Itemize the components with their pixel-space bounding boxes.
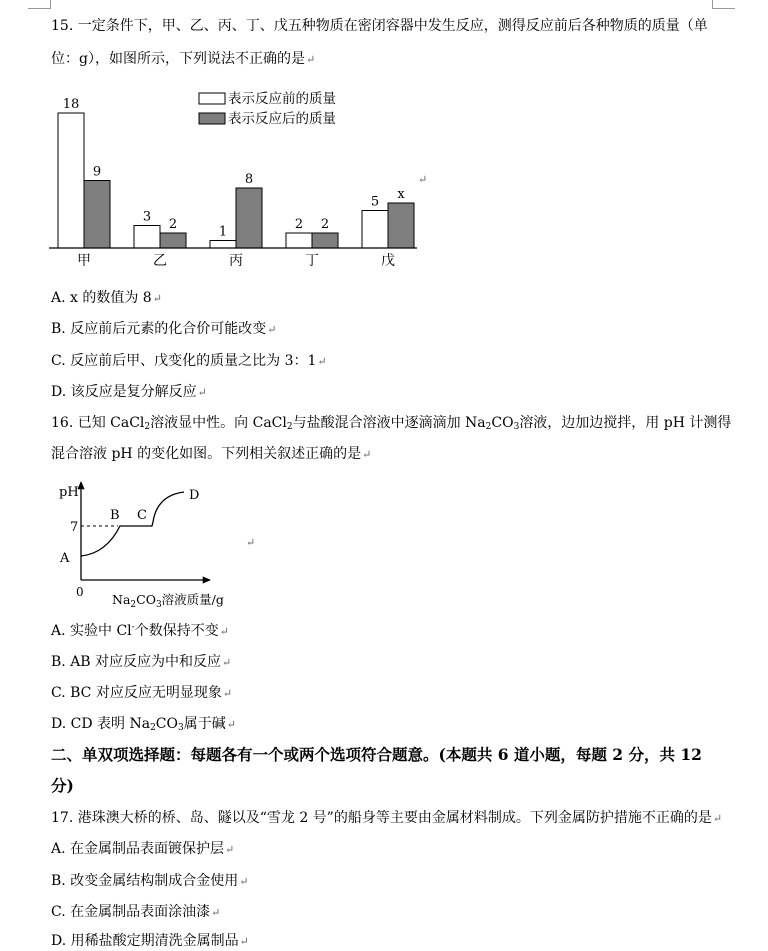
- q16-option-c: C. BC 对应反应无明显现象↵: [51, 685, 233, 701]
- q16-stem-line2: 混合溶液 pH 的变化如图。下列相关叙述正确的是↵: [51, 446, 372, 462]
- bar-value-label: 2: [294, 217, 304, 232]
- corner-mark-right: [712, 0, 735, 9]
- bar-value-label: 18: [62, 97, 80, 112]
- q17-option-d: D. 用稀盐酸定期清洗金属制品↵: [51, 933, 249, 949]
- paragraph-mark-icon: ↵: [211, 906, 221, 919]
- paragraph-mark-icon: ↵: [362, 448, 372, 461]
- category-tick-label: 丁: [305, 253, 319, 269]
- section-2-heading-line2: 分): [51, 776, 74, 795]
- bar-after-2: [160, 233, 186, 248]
- q16-option-b: B. AB 对应反应为中和反应↵: [51, 654, 232, 670]
- q17-option-b: B. 改变金属结构制成合金使用↵: [51, 873, 249, 889]
- category-tick-label: 戊: [381, 253, 395, 269]
- ph-curve: [81, 492, 184, 556]
- paragraph-mark-icon: ↵: [222, 656, 232, 669]
- q15-option-d: D. 该反应是复分解反应↵: [51, 384, 207, 400]
- legend-swatch-before: [199, 93, 225, 104]
- q15-option-c: C. 反应前后甲、戊变化的质量之比为 3：1↵: [51, 353, 327, 369]
- paragraph-mark-icon: ↵: [239, 935, 249, 948]
- bar-before-2: [134, 226, 160, 249]
- category-tick-label: 乙: [153, 253, 167, 269]
- bar-after-1: [84, 181, 110, 249]
- legend-label-before: 表示反应前的质量: [228, 91, 336, 107]
- category-tick-label: 甲: [77, 253, 91, 269]
- legend-label-after: 表示反应后的质量: [228, 111, 336, 127]
- corner-mark-left: [28, 0, 51, 9]
- paragraph-mark-icon: ↵: [246, 536, 256, 549]
- paragraph-mark-icon: ↵: [267, 323, 277, 336]
- q16-option-a: A. 实验中 Cl-个数保持不变↵: [51, 622, 229, 639]
- bar-value-label: 3: [142, 209, 152, 225]
- bar-after-3: [236, 188, 262, 248]
- bar-value-label: x: [397, 187, 405, 202]
- bar-before-4: [286, 233, 312, 248]
- q17-option-c: C. 在金属制品表面涂油漆↵: [51, 904, 221, 920]
- paragraph-mark-icon: ↵: [197, 386, 207, 399]
- q15-stem-line2: 位：g），如图所示，下列说法不正确的是↵: [51, 51, 316, 67]
- q15-stem-line1: 15. 一定条件下，甲、乙、丙、丁、戊五种物质在密闭容器中发生反应，测得反应前后各种物质的质量（单: [51, 18, 708, 34]
- paragraph-mark-icon: ↵: [712, 812, 723, 825]
- q17-stem: 17. 港珠澳大桥的桥、岛、隧以及“雪龙 2 号”的船身等主要由金属材料制成。下列金属防护措施不正确的是↵: [51, 810, 723, 826]
- paragraph-mark-icon: ↵: [152, 292, 162, 305]
- origin-label: 0: [76, 585, 84, 599]
- q15-option-b: B. 反应前后元素的化合价可能改变↵: [51, 321, 277, 337]
- paragraph-mark-icon: ↵: [219, 625, 229, 638]
- point-d-label: D: [189, 488, 200, 503]
- bar-value-label: 5: [370, 194, 380, 210]
- paragraph-mark-icon: ↵: [222, 687, 233, 700]
- paragraph-mark-icon: ↵: [418, 173, 428, 186]
- bar-after-5: [388, 203, 414, 248]
- ph7-tick-label: 7: [70, 520, 79, 535]
- bar-value-label: 1: [218, 224, 228, 240]
- paragraph-mark-icon: ↵: [239, 875, 249, 888]
- bar-after-4: [312, 233, 338, 248]
- q15-bar-chart: [40, 88, 480, 273]
- q15-option-a: A. x 的数值为 8↵: [51, 290, 162, 306]
- x-axis-label: $Na_2CO_3$溶液质量/g: [112, 592, 224, 610]
- point-a-label: A: [60, 551, 70, 566]
- category-tick-label: 丙: [229, 253, 243, 269]
- point-b-label: B: [110, 508, 120, 523]
- bar-value-label: 2: [320, 217, 330, 232]
- q16-stem-line1: 16. 已知 CaCl$_2$溶液显中性。向 CaCl$_2$与盐酸混合溶液中逐滴滴加 $Na_2CO_3$溶液，边加边搅拌，用 pH 计测得: [51, 415, 732, 432]
- q16-ph-graph: [50, 478, 280, 613]
- paragraph-mark-icon: ↵: [317, 355, 327, 368]
- bar-value-label: 2: [168, 217, 178, 232]
- q16-option-d: D. CD 表明 $Na_2CO_3$属于碱↵: [51, 716, 236, 733]
- bar-before-5: [362, 211, 388, 249]
- paragraph-mark-icon: ↵: [226, 718, 236, 731]
- point-c-label: C: [137, 508, 147, 523]
- paragraph-mark-icon: ↵: [225, 843, 235, 856]
- y-axis-label: pH: [59, 485, 79, 500]
- paragraph-mark-icon: ↵: [305, 53, 316, 66]
- bar-before-1: [58, 113, 84, 248]
- section-2-heading-line1: 二、单双项选择题：每题各有一个或两个选项符合题意。(本题共 6 道小题，每题 2 分，共 12: [51, 745, 702, 764]
- bar-value-label: 8: [244, 172, 254, 187]
- bar-before-3: [210, 241, 236, 249]
- q17-option-a: A. 在金属制品表面镀保护层↵: [51, 841, 235, 857]
- bar-value-label: 9: [92, 164, 102, 180]
- legend-swatch-after: [199, 113, 225, 124]
